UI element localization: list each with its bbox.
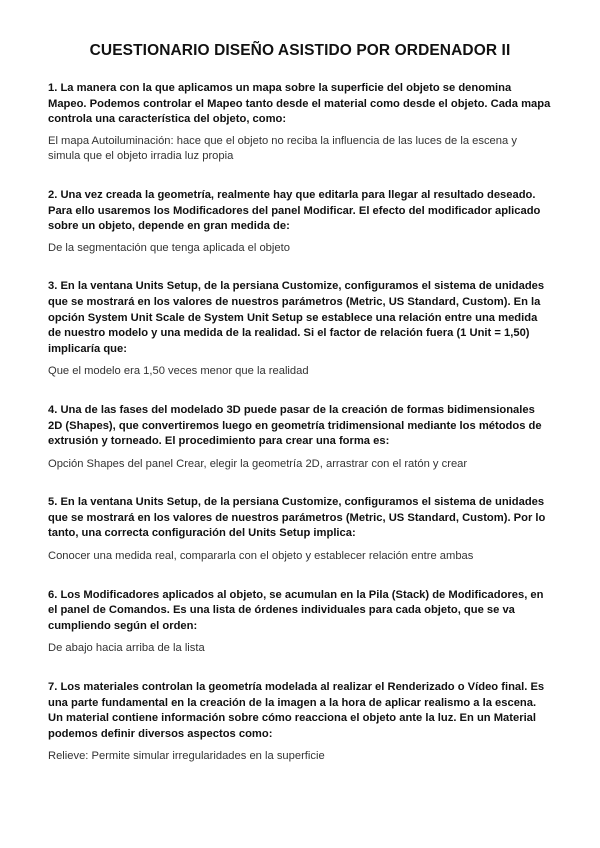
document-title: CUESTIONARIO DISEÑO ASISTIDO POR ORDENADOR II	[89, 42, 511, 59]
question-text-3: 3. En la ventana Units Setup, de la persiana Customize, configuramos el sistema de unidades que se mostrará en los valores de nuestros parámetros (Metric, US Standard, Custom). En la opción System Unit Scale de System Unit Setup se establece una relación entre una medida de nuestro modelo y una medida de la realidad. Si el factor de relación fuera (1 Unit = 1,50) implicaría que:	[48, 280, 545, 355]
answer-text-2: De la segmentación que tenga aplicada el objeto	[48, 241, 290, 254]
question-block-6	[48, 588, 552, 657]
question-text-1: 1. La manera con la que aplicamos un mapa sobre la superficie del objeto se denomina Mapeo. Podemos controlar el Mapeo tanto desde el material como desde el objeto. Cada mapa controla una característica del objeto, como:	[48, 82, 551, 126]
answer-text-7: Relieve: Permite simular irregularidades en la superficie	[48, 750, 325, 763]
question-text-5: 5. En la ventana Units Setup, de la persiana Customize, configuramos el sistema de unidades que se mostrará en los valores de nuestros parámetros (Metric, US Standard, Custom). Por lo tanto, una correcta configuración del Units Setup implica:	[48, 496, 546, 540]
question-block-3	[48, 279, 552, 380]
question-block-5	[48, 495, 552, 564]
answer-text-5: Conocer una medida real, compararla con el objeto y establecer relación entre ambas	[48, 550, 474, 563]
answer-text-3: Que el modelo era 1,50 veces menor que la realidad	[48, 365, 309, 378]
answer-text-4: Opción Shapes del panel Crear, elegir la geometría 2D, arrastrar con el ratón y crear	[48, 457, 468, 470]
question-text-7: 7. Los materiales controlan la geometría modelada al realizar el Renderizado o Vídeo final. Es una parte fundamental en la creación de la imagen a la hora de aplicar realismo a la escena. Un material contiene información sobre cómo reacciona el objeto ante la luz. En un Material podemos definir diversos aspectos como:	[48, 681, 545, 740]
question-text-2: 2. Una vez creada la geometría, realmente hay que editarla para llegar al resultado deseado. Para ello usaremos los Modificadores del panel Modificar. El efecto del modificador aplicado sobre un objeto, depende en gran medida de:	[48, 188, 541, 233]
question-block-7	[48, 680, 552, 765]
question-text-4: 4. Una de las fases del modelado 3D puede pasar de la creación de formas bidimensionales 2D (Shapes), que convertiremos luego en geometría tridimensional mediante los métodos de extrusión y torneado. El procedimiento para crear una forma es:	[48, 403, 542, 448]
question-block-2	[48, 188, 552, 256]
question-text-6: 6. Los Modificadores aplicados al objeto, se acumulan en la Pila (Stack) de Modificadores, en el panel de Comandos. Es una lista de órdenes individuales para cada objeto, que se va cumpliendo según el orden:	[48, 588, 544, 632]
question-block-1	[48, 81, 552, 165]
answer-text-1: El mapa Autoiluminación: hace que el objeto no reciba la influencia de las luces de la escena y simula que el objeto irradia luz propia	[48, 134, 517, 163]
answer-text-6: De abajo hacia arriba de la lista	[48, 642, 205, 655]
question-block-4	[48, 403, 552, 472]
